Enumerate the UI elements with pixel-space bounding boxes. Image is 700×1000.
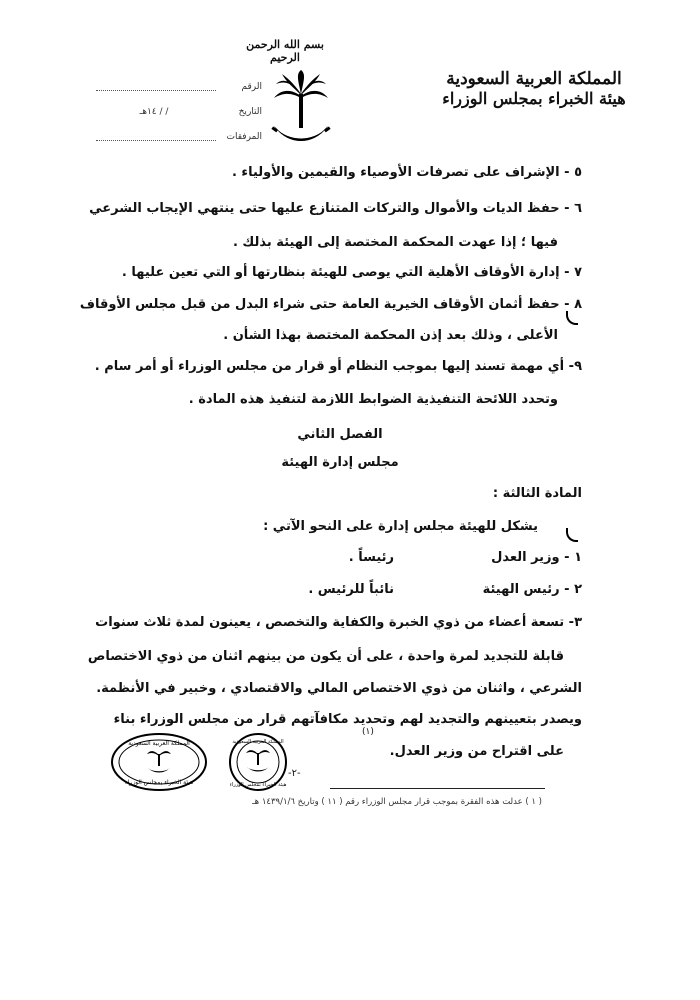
date-label: التاريخ <box>238 106 262 117</box>
paragraph-9: ٩- أي مهمة تسند إليها بموجب النظام أو قرار من مجلس الوزراء أو أمر سام . <box>94 359 582 374</box>
reference-fields <box>92 74 262 149</box>
basmala: بسم الله الرحمن الرحيم <box>246 38 324 64</box>
paragraph-7: ٧ - إدارة الأوقاف الأهلية التي يوصى للهيئة بنظارتها أو التي تعين عليها . <box>121 265 582 280</box>
date-value: / / ١٤هـ <box>139 106 169 117</box>
stamp-left-line-1: المملكة العربية السعودية <box>128 740 190 747</box>
ref-line <box>96 82 216 91</box>
article-intro: يشكل للهيئة مجلس إدارة على النحو الآتي : <box>263 519 538 534</box>
member-1-item: ١ - وزير العدل <box>491 550 582 565</box>
attachments-row <box>92 124 262 149</box>
margin-bracket-mark <box>566 528 578 542</box>
stamp-left-line-2: هيئة الخبراء بمجلس الوزراء <box>124 779 194 786</box>
ref-label: الرقم <box>241 81 262 92</box>
article-title: المادة الثالثة : <box>492 486 582 501</box>
paragraph-8-cont: الأعلى ، وذلك بعد إذن المحكمة المختصة بهذا الشأن . <box>223 328 558 343</box>
paragraph-closing: وتحدد اللائحة التنفيذية الضوابط اللازمة لتنفيذ هذه المادة . <box>188 392 558 407</box>
footnote: ( ١ ) عدلت هذه الفقرة بموجب قرار مجلس الوزراء رقم ( ١١ ) وتاريخ ١٤٣٩/١/٦ هـ <box>252 797 542 807</box>
paragraph-6-cont: فيها ؛ إذا عهدت المحكمة المختصة إلى الهيئة بذلك . <box>232 235 558 250</box>
item-3-line-4: ويصدر بتعيينهم والتجديد لهم وتحديد مكافآتهم قرار من مجلس الوزراء بناء <box>113 712 582 727</box>
attachments-line <box>96 132 216 141</box>
member-2-item: ٢ - رئيس الهيئة <box>482 582 582 597</box>
stamp-right-line-2: هيئة الخبراء بمجلس الوزراء <box>229 782 287 788</box>
stamp-right-line-1: المملكة العربية السعودية <box>232 739 284 745</box>
footnote-divider <box>330 788 545 789</box>
paragraph-6: ٦ - حفظ الديات والأموال والتركات المتنازع عليها حتى ينتهي الإيجاب الشرعي <box>89 201 582 216</box>
item-3-line-5: على اقتراح من وزير العدل. <box>389 744 564 759</box>
ref-number-row <box>92 74 262 99</box>
item-3-line-3: الشرعي ، واثنان من ذوي الاختصاص المالي والاقتصادي ، وخبير في الأنظمة. <box>96 681 582 696</box>
footnote-marker: (١) <box>362 727 374 737</box>
official-stamp-right <box>222 732 294 792</box>
member-1-role: رئيساً . <box>348 550 394 565</box>
chapter-title: الفصل الثاني <box>297 427 383 442</box>
official-stamp-left <box>110 732 208 792</box>
margin-bracket-mark <box>566 311 578 325</box>
attachments-label: المرفقات <box>226 131 262 142</box>
page-number: -٢- <box>288 768 301 779</box>
item-3-line-2: قابلة للتجديد لمرة واحدة ، على أن يكون من بينهم اثنان من ذوي الاختصاص <box>87 649 564 664</box>
organization-name <box>414 70 654 108</box>
member-2-role: نائباً للرئيس . <box>308 582 394 597</box>
org-line-1: المملكة العربية السعودية <box>446 69 622 89</box>
chapter-subtitle: مجلس إدارة الهيئة <box>281 455 399 470</box>
org-line-2: هيئة الخبراء بمجلس الوزراء <box>442 88 626 108</box>
date-row <box>92 99 262 124</box>
saudi-emblem-icon <box>270 68 332 152</box>
paragraph-5: ٥ - الإشراف على تصرفات الأوصياء والقيمين والأولياء . <box>231 165 582 180</box>
item-3-line-1: ٣- تسعة أعضاء من ذوي الخبرة والكفاية والتخصص ، يعينون لمدة ثلاث سنوات <box>95 615 582 630</box>
paragraph-8: ٨ - حفظ أثمان الأوقاف الخيرية العامة حتى شراء البدل من قبل مجلس الأوقاف <box>79 297 582 312</box>
